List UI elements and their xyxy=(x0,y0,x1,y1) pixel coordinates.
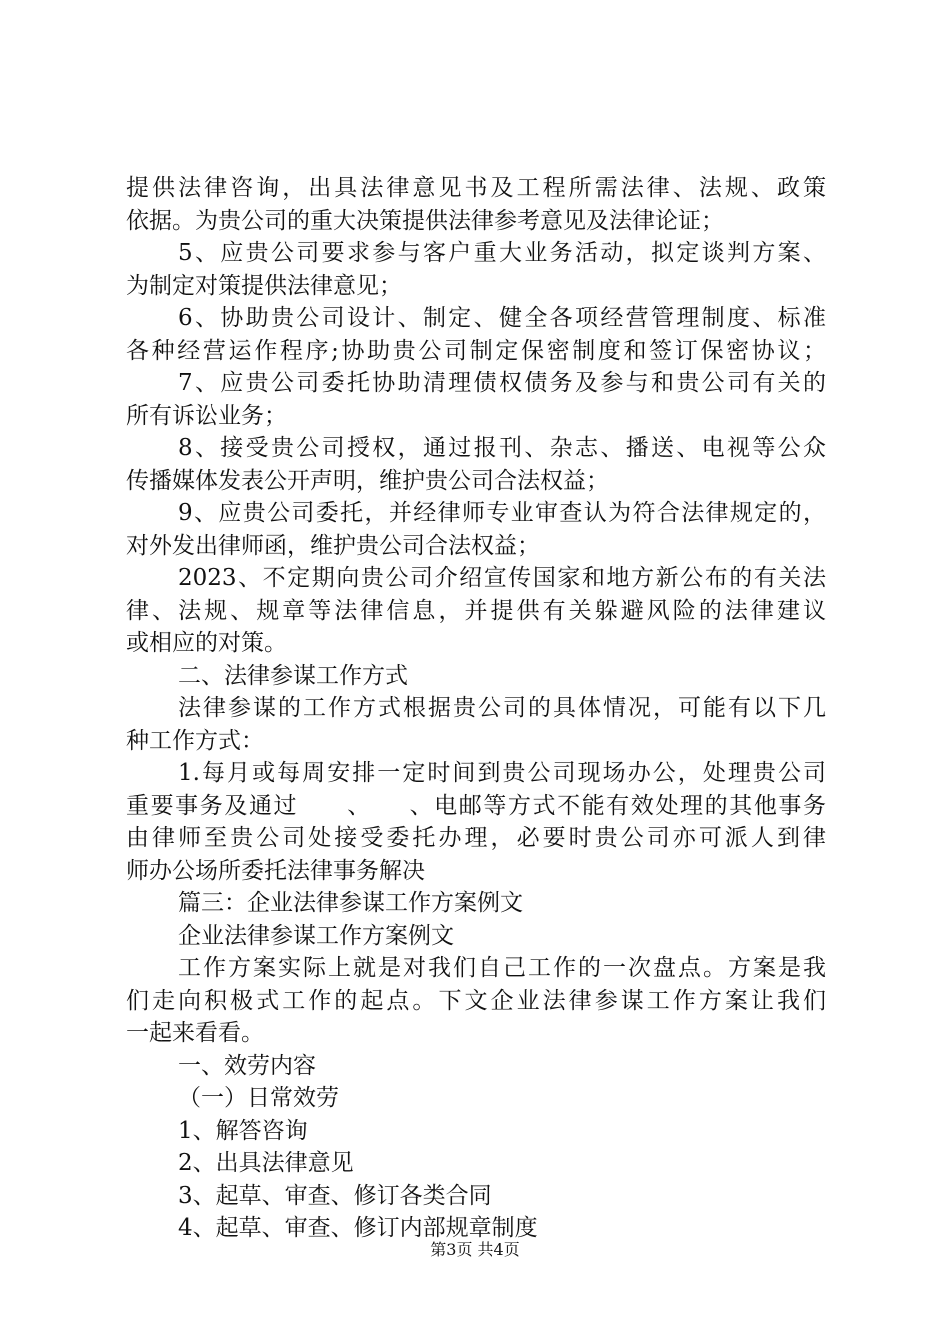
text-line: 师办公场所委托法律事务解决 xyxy=(126,857,425,884)
text-line: 各种经营运作程序;协助贵公司制定保密制度和签订保密协议； xyxy=(126,337,826,364)
document-title: 企业法律参谋工作方案例文 xyxy=(178,922,454,949)
section-heading: 篇三：企业法律参谋工作方案例文 xyxy=(178,890,523,916)
text-line: 2023、不定期向贵公司介绍宣传国家和地方新公布的有关法 xyxy=(178,565,826,591)
text-line: 依据。为贵公司的重大决策提供法律参考意见及法律论证； xyxy=(126,207,724,234)
section-heading: 二、法律参谋工作方式 xyxy=(178,662,408,689)
list-item: 2、出具法律意见 xyxy=(178,1150,354,1176)
text-line: 传播媒体发表公开声明，维护贵公司合法权益； xyxy=(126,467,609,494)
text-line: 提供法律咨询，出具法律意见书及工程所需法律、法规、政策 xyxy=(126,175,826,201)
text-line: 6、协助贵公司设计、制定、健全各项经营管理制度、标准 xyxy=(178,305,826,331)
text-line: 种工作方式： xyxy=(126,727,264,754)
text-line: 一起来看看。 xyxy=(126,1020,264,1046)
text-line: 或相应的对策。 xyxy=(126,630,287,656)
subsection-heading: （一）日常效劳 xyxy=(178,1085,339,1111)
text-line: 法律参谋的工作方式根据贵公司的具体情况，可能有以下几 xyxy=(178,695,826,721)
document-body xyxy=(126,172,826,1245)
text-line: 为制定对策提供法律意见； xyxy=(126,272,402,299)
text-line: 8、接受贵公司授权，通过报刊、杂志、播送、电视等公众 xyxy=(178,435,826,461)
page-footer: 第3页 共4页 xyxy=(430,1240,520,1259)
text-line: 5、应贵公司要求参与客户重大业务活动，拟定谈判方案、 xyxy=(178,240,826,266)
list-item: 4、起草、审查、修订内部规章制度 xyxy=(178,1215,538,1241)
text-line: 由律师至贵公司处接受委托办理，必要时贵公司亦可派人到律 xyxy=(126,825,826,851)
text-line: 7、应贵公司委托协助清理债权债务及参与和贵公司有关的 xyxy=(178,370,826,396)
list-item: 1、解答咨询 xyxy=(178,1117,308,1144)
list-item: 3、起草、审查、修订各类合同 xyxy=(178,1182,492,1209)
text-line: 们走向积极式工作的起点。下文企业法律参谋工作方案让我们 xyxy=(126,987,826,1014)
text-line: 工作方案实际上就是对我们自己工作的一次盘点。方案是我 xyxy=(178,955,826,981)
text-line: 律、法规、规章等法律信息，并提供有关躲避风险的法律建议 xyxy=(126,597,826,624)
text-line: 1.每月或每周安排一定时间到贵公司现场办公，处理贵公司 xyxy=(178,760,826,786)
text-line: 重要事务及通过 、 、电邮等方式不能有效处理的其他事务 xyxy=(126,792,826,819)
text-line: 9、应贵公司委托，并经律师专业审查认为符合法律规定的， xyxy=(178,500,826,526)
text-line: 对外发出律师函，维护贵公司合法权益； xyxy=(126,532,540,559)
text-line: 所有诉讼业务； xyxy=(126,402,287,429)
section-heading: 一、效劳内容 xyxy=(178,1052,316,1079)
